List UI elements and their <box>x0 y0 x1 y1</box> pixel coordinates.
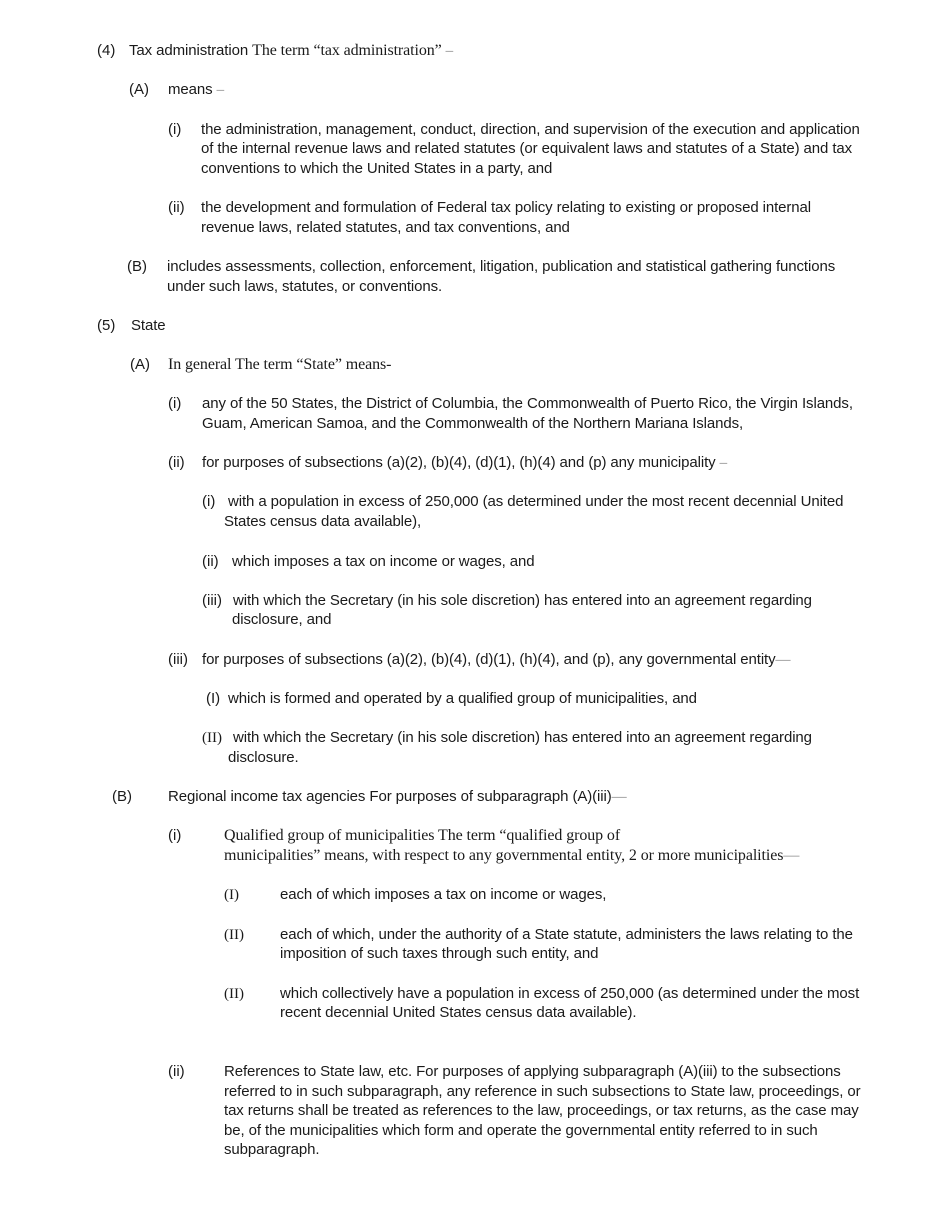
p4-b-line: under such laws, statutes, or conventions. <box>167 278 443 295</box>
p5-b-number: (B) <box>112 788 132 805</box>
p5-b-ii-line: References to State law, etc. For purposes of applying subparagraph (A)(iii) to the subsections <box>224 1063 841 1080</box>
p5-b-ii-line: tax returns shall be treated as references to the law, proceedings, or tax returns, as the case may <box>224 1102 859 1119</box>
p5-a-heading-line <box>168 355 391 375</box>
p5-b-ii-line: be, of the municipalities which form and operate the governmental entity referred to in such <box>224 1122 818 1139</box>
p4-a-text-line <box>168 80 224 100</box>
paragraph-5-number: (5) <box>97 317 116 334</box>
paragraph-4-heading: Tax administration <box>129 42 249 59</box>
paragraph-4-number: (4) <box>97 42 116 59</box>
p5-a-iii-text: for purposes of subsections (a)(2), (b)(4), (d)(1), (h)(4), and (p), any governmental entity <box>202 651 776 668</box>
p5-b-text: For purposes of subparagraph (A)(iii) <box>365 788 612 805</box>
p5-a-iii-sub2-number: (II) <box>202 730 222 746</box>
p4-a-i-line: the administration, management, conduct, direction, and supervision of the execution and application <box>201 121 860 138</box>
p5-a-iii-number: (iii) <box>168 651 188 668</box>
p5-a-ii-sub2-number: (ii) <box>202 553 219 570</box>
p4-a-ii-number: (ii) <box>168 199 185 216</box>
p4-a-text: means <box>168 81 217 98</box>
p4-b-number: (B) <box>127 258 147 275</box>
p5-b-i-number: (i) <box>168 827 182 844</box>
p5-b-i-sub1-number: (I) <box>224 887 239 903</box>
p5-b-i-sub2-number: (II) <box>224 927 244 943</box>
p4-a-i-number: (i) <box>168 121 182 138</box>
paragraph-5-heading: State <box>131 317 166 334</box>
p4-a-ii-line: the development and formulation of Federal tax policy relating to existing or proposed internal <box>201 199 812 216</box>
p5-a-iii-sub1-text: which is formed and operated by a qualified group of municipalities, and <box>228 690 697 707</box>
p4-b-line: includes assessments, collection, enforcement, litigation, publication and statistical gathering functions <box>167 258 836 275</box>
p5-a-iii-dash: — <box>775 652 791 668</box>
p5-a-number: (A) <box>130 356 150 373</box>
p5-b-i-line1: Qualified group of municipalities The term “qualified group of <box>224 827 621 844</box>
p4-a-number: (A) <box>129 81 149 98</box>
paragraph-4-intro: The term “tax administration” <box>252 42 446 59</box>
p5-a-i-number: (i) <box>168 395 182 412</box>
p5-a-iii-text-line <box>202 650 790 670</box>
p5-a-ii-text: for purposes of subsections (a)(2), (b)(4), (d)(1), (h)(4) and (p) any municipality <box>202 454 720 471</box>
p5-a-ii-sub2-text: which imposes a tax on income or wages, and <box>232 553 535 570</box>
p5-a-ii-dash: – <box>719 455 728 471</box>
p5-a-ii-sub1-number: (i) <box>202 493 216 510</box>
p5-b-i-line2-wrap <box>224 846 799 866</box>
p5-a-heading: In general <box>168 356 232 373</box>
p5-b-i-line2: municipalities” means, with respect to any governmental entity, 2 or more municipalities <box>224 847 784 864</box>
p5-a-i-line: any of the 50 States, the District of Columbia, the Commonwealth of Puerto Rico, the Virgin Islands, <box>202 395 853 412</box>
p5-b-heading-line <box>168 787 627 807</box>
p5-a-i-line: Guam, American Samoa, and the Commonwealth of the Northern Mariana Islands, <box>202 415 744 432</box>
p5-b-dash: — <box>611 789 627 805</box>
p5-b-i-dash: — <box>783 847 800 864</box>
p5-a-ii-sub1-line: States census data available), <box>224 513 422 530</box>
paragraph-4-dash: – <box>445 43 453 59</box>
p4-a-dash: – <box>216 82 224 98</box>
p5-b-i-sub2-line: imposition of such taxes through such entity, and <box>280 945 599 962</box>
p5-b-i-sub3-number: (II) <box>224 986 244 1002</box>
p5-a-text: The term “State” means- <box>231 356 392 373</box>
p5-a-ii-sub3-number: (iii) <box>202 592 222 609</box>
p5-b-ii-line: referred to in such subparagraph, any reference in such subsections to State law, proceedings, or <box>224 1083 861 1100</box>
p5-a-iii-sub1-number: (I) <box>206 690 221 707</box>
p5-a-iii-sub2-line: with which the Secretary (in his sole discretion) has entered into an agreement regarding <box>233 729 812 746</box>
p4-a-i-line: conventions to which the United States in a party, and <box>201 160 553 177</box>
p5-b-i-sub2-line: each of which, under the authority of a State statute, administers the laws relating to the <box>280 926 853 943</box>
p5-b-i-sub1-text: each of which imposes a tax on income or wages, <box>280 886 607 903</box>
p5-b-i-sub3-line: recent decennial United States census data available). <box>280 1004 637 1021</box>
p5-b-ii-number: (ii) <box>168 1063 185 1080</box>
p5-a-iii-sub2-line: disclosure. <box>228 749 299 766</box>
p5-b-ii-line: subparagraph. <box>224 1141 320 1158</box>
p5-b-heading: Regional income tax agencies <box>168 788 366 805</box>
p5-a-ii-text-line <box>202 453 727 473</box>
p5-a-ii-sub3-line: with which the Secretary (in his sole discretion) has entered into an agreement regarding <box>233 592 812 609</box>
p4-a-i-line: of the internal revenue laws and related statutes (or equivalent laws and statutes of a State) and tax <box>201 140 853 157</box>
p4-a-ii-line: revenue laws, related statutes, and tax conventions, and <box>201 219 570 236</box>
p5-b-i-sub3-line: which collectively have a population in excess of 250,000 (as determined under the most <box>280 985 860 1002</box>
paragraph-4-heading-line <box>129 41 453 61</box>
p5-a-ii-sub3-line: disclosure, and <box>232 611 332 628</box>
p5-a-ii-sub1-line: with a population in excess of 250,000 (as determined under the most recent decennial United <box>228 493 844 510</box>
p5-a-ii-number: (ii) <box>168 454 185 471</box>
